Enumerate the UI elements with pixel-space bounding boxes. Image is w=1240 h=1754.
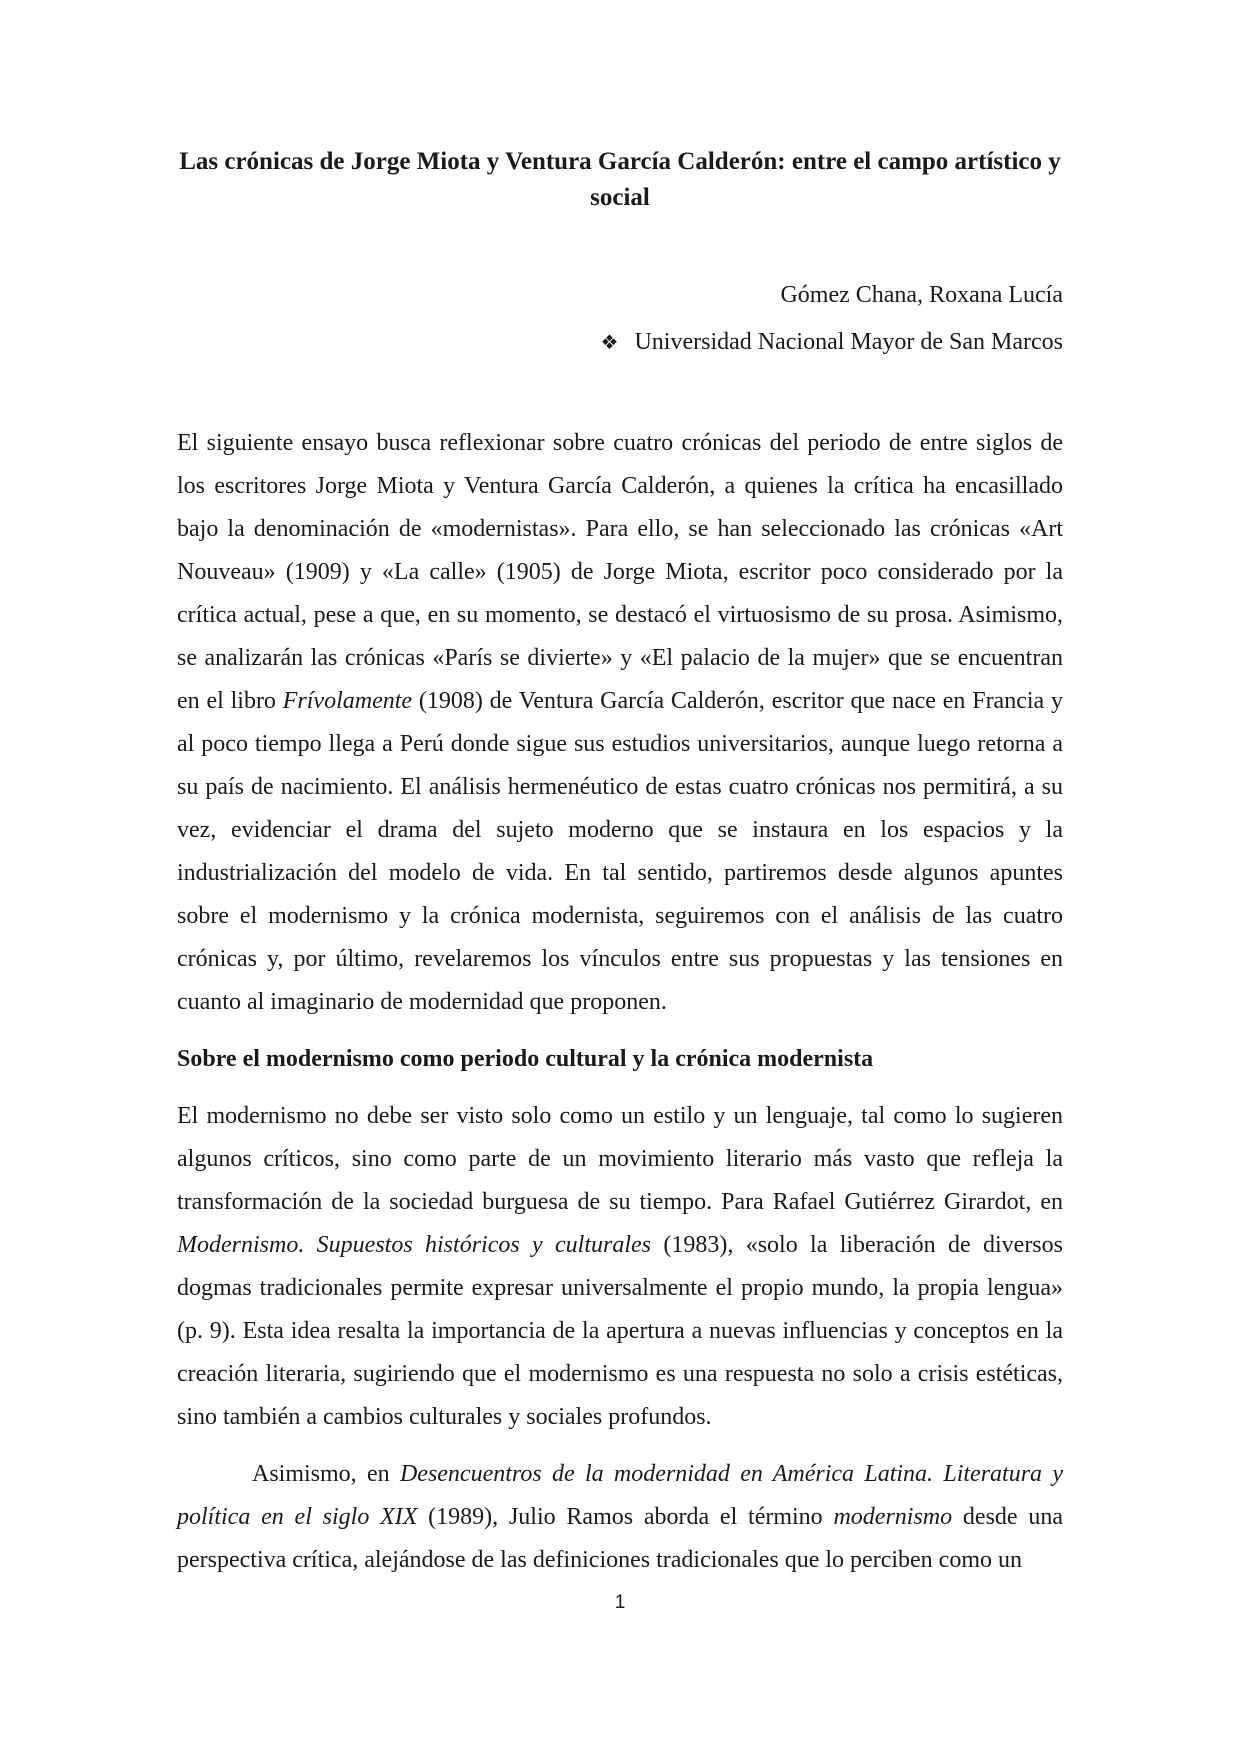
book-title-italic: Desencuentros de la modernidad en América Latina. Literatura y política en el siglo XIX bbox=[177, 1461, 1063, 1530]
text-run: El modernismo no debe ser visto solo como un estilo y un lenguaje, tal como lo sugieren algunos críticos, sino como parte de un movimiento literario más vasto que refleja la transformación de la sociedad burguesa de su tiempo. Para Rafael Gutiérrez Girardot, en bbox=[177, 1103, 1063, 1215]
section-heading: Sobre el modernismo como periodo cultural y la crónica modernista bbox=[177, 1046, 874, 1072]
author-block bbox=[601, 272, 1063, 366]
body-text bbox=[177, 422, 1063, 1582]
term-italic: modernismo bbox=[833, 1504, 953, 1530]
text-run: desde una perspectiva crítica, alejándose de las definiciones tradicionales que lo perciben como un bbox=[177, 1504, 1063, 1573]
text-run: (1908) de Ventura García Calderón, escritor que nace en Francia y al poco tiempo llega a Perú donde sigue sus estudios universitarios, aunque luego retorna a su país de nacimiento. El análisis hermenéutico de estas cuatro crónicas nos permitirá, a su vez, evidenciar el drama del sujeto moderno que se instaura en los espacios y la industrialización del modelo de vida. En tal sentido, partiremos desde algunos apuntes sobre el modernismo y la crónica modernista, seguiremos con el análisis de las cuatro crónicas y, por último, revelaremos los vínculos entre sus propuestas y las tensiones en cuanto al imaginario de modernidad que proponen. bbox=[177, 688, 1064, 1015]
text-run: El siguiente ensayo busca reflexionar sobre cuatro crónicas del periodo de entre siglos de los escritores Jorge Miota y Ventura García Calderón, a quienes la crítica ha encasillado bajo la denominación de «modernistas». Para ello, se han seleccionado las crónicas «Art Nouveau» (1909) y «La calle» (1905) de Jorge Miota, escritor poco considerado por la crítica actual, pese a que, en su momento, se destacó el virtuosismo de su prosa. Asimismo, se analizarán las crónicas «París se divierte» y «El palacio de la mujer» que se encuentran en el libro bbox=[177, 430, 1063, 714]
body-paragraph bbox=[177, 1453, 1063, 1582]
diamond-bullet-icon: ❖ bbox=[600, 330, 619, 354]
affiliation: Universidad Nacional Mayor de San Marcos bbox=[634, 329, 1063, 355]
book-title-italic: Frívolamente bbox=[282, 688, 413, 714]
paper-title: Las crónicas de Jorge Miota y Ventura García Calderón: entre el campo artístico y social bbox=[179, 148, 1061, 211]
text-run: (1989), Julio Ramos aborda el término bbox=[417, 1504, 834, 1530]
book-title-italic: Modernismo. Supuestos históricos y culturales bbox=[177, 1232, 652, 1258]
author-name: Gómez Chana, Roxana Lucía bbox=[780, 282, 1063, 308]
abstract-paragraph bbox=[177, 422, 1063, 1024]
text-run: (1983), «solo la liberación de diversos dogmas tradicionales permite expresar universalmente el propio mundo, la propia lengua» (p. 9). Esta idea resalta la importancia de la apertura a nuevas influencias y conceptos en la creación literaria, sugiriendo que el modernismo es una respuesta no solo a crisis estéticas, sino también a cambios culturales y sociales profundos. bbox=[177, 1232, 1063, 1430]
affiliation-line bbox=[601, 319, 1063, 366]
page-number: 1 bbox=[614, 1592, 626, 1613]
body-paragraph bbox=[177, 1095, 1063, 1439]
text-run: Asimismo, en bbox=[252, 1461, 400, 1487]
